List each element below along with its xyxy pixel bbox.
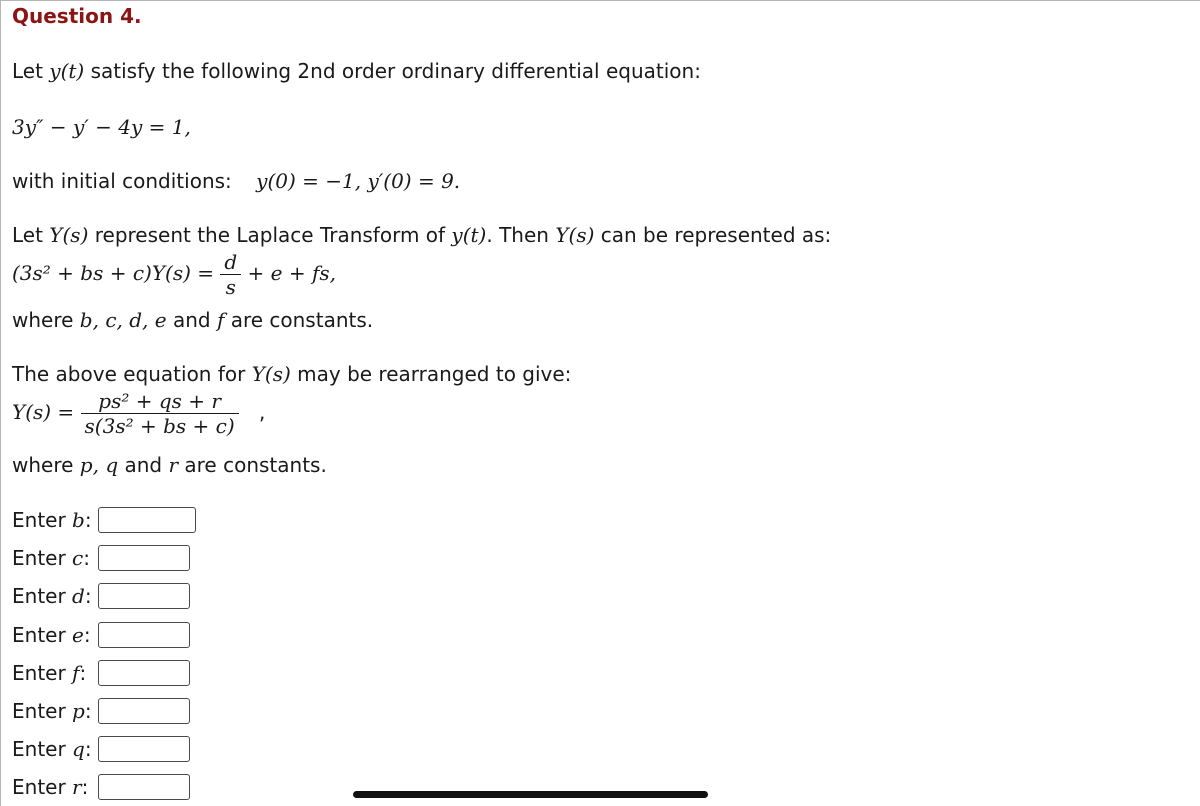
input-c[interactable] xyxy=(98,545,190,571)
field-row-c xyxy=(12,543,190,573)
horizontal-scrollbar[interactable] xyxy=(353,791,708,798)
field-prefix: Enter xyxy=(12,737,73,761)
eq1-denominator: s xyxy=(225,275,236,299)
field-suffix: : xyxy=(83,546,90,570)
field-suffix: : xyxy=(84,737,92,761)
frame-left-border xyxy=(0,0,1,806)
field-prefix: Enter xyxy=(12,546,73,570)
field-prefix: Enter xyxy=(12,699,73,723)
laplace-mid: represent the Laplace Transform of xyxy=(88,223,452,247)
field-var: p xyxy=(72,699,85,723)
frame-top-border xyxy=(0,0,1200,1)
laplace-post: can be represented as: xyxy=(594,223,832,247)
intro-function: y(t) xyxy=(49,59,85,83)
field-var: d xyxy=(72,584,85,608)
field-label-q xyxy=(12,737,98,761)
eq1-rhs: + e + fs, xyxy=(247,261,336,285)
field-row-d xyxy=(12,581,190,611)
constants1-vars: b, c, d, e xyxy=(79,308,167,332)
input-f[interactable] xyxy=(98,660,190,686)
field-suffix: : xyxy=(79,661,87,685)
field-suffix: : xyxy=(83,623,91,647)
field-label-c xyxy=(12,546,98,570)
field-label-r xyxy=(12,775,98,799)
rearranged-text xyxy=(12,364,571,384)
field-suffix: : xyxy=(84,584,92,608)
constants1-last: f xyxy=(216,308,225,332)
constants2-post: are constants. xyxy=(178,453,327,477)
eq2-numerator: ps² + qs + r xyxy=(81,391,239,414)
field-label-b xyxy=(12,508,98,532)
initial-label: with initial conditions: xyxy=(12,169,232,193)
laplace-Y2: Y(s) xyxy=(555,223,595,247)
input-p[interactable] xyxy=(98,698,190,724)
intro-text xyxy=(12,61,701,81)
constants-text-2 xyxy=(12,455,327,475)
field-row-b xyxy=(12,505,196,535)
constants1-pre: where xyxy=(12,308,80,332)
eq1-lhs: (3s² + bs + c)Y(s) = xyxy=(12,261,215,285)
field-row-f xyxy=(12,658,190,688)
eq2-denominator: s(3s² + bs + c) xyxy=(84,414,235,438)
field-label-f xyxy=(12,661,98,685)
rearranged-post: may be rearranged to give: xyxy=(290,362,572,386)
ode-equation xyxy=(12,117,191,137)
field-prefix: Enter xyxy=(12,775,73,799)
field-suffix: : xyxy=(84,508,92,532)
field-var: q xyxy=(72,737,85,761)
input-d[interactable] xyxy=(98,583,190,609)
field-label-d xyxy=(12,584,98,608)
eq1-numerator: d xyxy=(220,252,241,275)
field-var: f xyxy=(72,661,80,685)
intro-post: satisfy the following 2nd order ordinary differential equation: xyxy=(84,59,701,83)
field-prefix: Enter xyxy=(12,508,73,532)
field-suffix: : xyxy=(84,699,92,723)
field-var: b xyxy=(72,508,85,532)
constants2-vars: p, q xyxy=(79,453,119,477)
eq2-lhs: Y(s) = xyxy=(12,400,75,424)
laplace-mid2: . Then xyxy=(486,223,556,247)
field-var: r xyxy=(72,775,82,799)
question-title: Question 4. xyxy=(12,4,142,28)
field-label-e xyxy=(12,623,98,647)
input-e[interactable] xyxy=(98,622,190,648)
eq2-comma: , xyxy=(259,400,266,424)
field-var: e xyxy=(72,623,84,647)
field-prefix: Enter xyxy=(12,584,73,608)
input-r[interactable] xyxy=(98,774,190,800)
field-prefix: Enter xyxy=(12,623,73,647)
laplace-text xyxy=(12,225,831,245)
constants1-post: are constants. xyxy=(224,308,374,332)
rearranged-equation xyxy=(12,391,265,436)
ode-lhs: 3y″ − y′ − 4y = 1, xyxy=(12,115,191,139)
initial-values: y(0) = −1, y′(0) = 9. xyxy=(256,169,461,193)
eq2-fraction xyxy=(81,391,239,436)
field-prefix: Enter xyxy=(12,661,73,685)
rearranged-pre: The above equation for xyxy=(12,362,252,386)
laplace-y: y(t) xyxy=(451,223,487,247)
field-suffix: : xyxy=(81,775,89,799)
constants2-and: and xyxy=(118,453,169,477)
initial-conditions xyxy=(12,171,460,191)
intro-pre: Let xyxy=(12,59,50,83)
laplace-pre: Let xyxy=(12,223,50,247)
field-row-e xyxy=(12,620,190,650)
rearranged-Y: Y(s) xyxy=(251,362,291,386)
field-row-q xyxy=(12,734,190,764)
field-row-p xyxy=(12,696,190,726)
constants1-and: and xyxy=(166,308,217,332)
input-b[interactable] xyxy=(98,507,196,533)
field-label-p xyxy=(12,699,98,723)
field-var: c xyxy=(72,546,84,570)
transform-equation xyxy=(12,252,336,297)
eq1-fraction xyxy=(220,252,241,297)
input-q[interactable] xyxy=(98,736,190,762)
laplace-Y: Y(s) xyxy=(49,223,89,247)
constants2-last: r xyxy=(168,453,179,477)
constants2-pre: where xyxy=(12,453,80,477)
constants-text-1 xyxy=(12,310,373,330)
field-row-r xyxy=(12,772,190,802)
